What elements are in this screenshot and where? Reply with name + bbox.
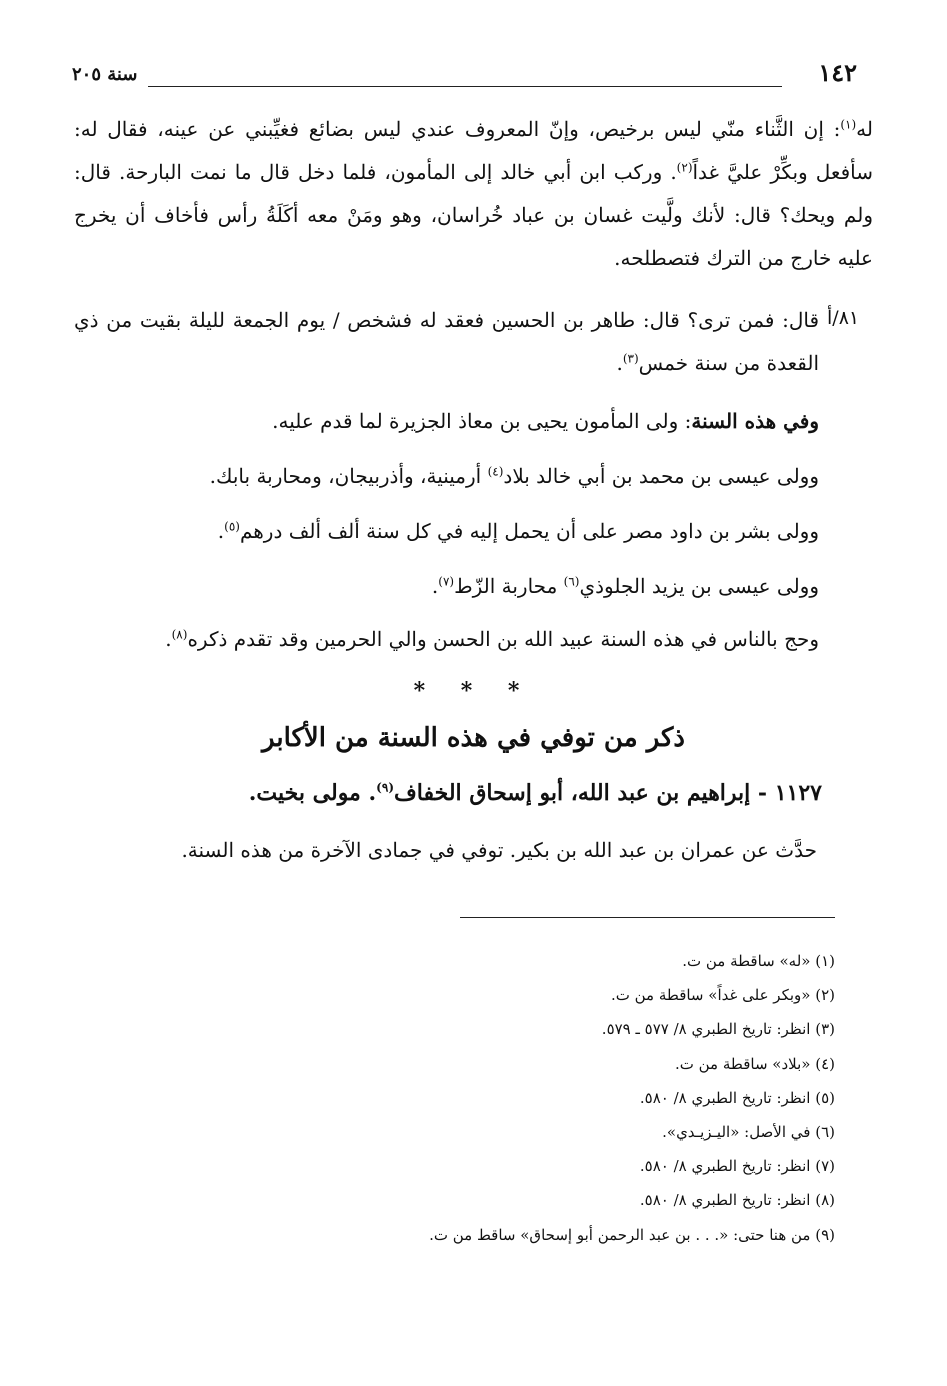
biography-entry-body: حدَّث عن عمران بن عبد الله بن بكير. توفي في جمادى الآخرة من هذه السنة. <box>181 838 817 862</box>
margin-folio-ref: ٨١/أ <box>827 307 860 329</box>
footnote: (٤) «بلاد» ساقطة من ت. <box>674 1054 835 1073</box>
footnote-ref[interactable]: (٧) <box>438 574 455 589</box>
footnote-ref[interactable]: (٣) <box>622 351 639 366</box>
text-run: . <box>217 519 225 543</box>
footnote: (٧) انظر: تاريخ الطبري ٨/ ٥٨٠. <box>639 1157 835 1176</box>
text-run: : إن الثَّناء منّي ليس برخيص، وإنّ المعروف عندي ليس بضائع فغيِّبني عن عينه، فقال له: سأفعل وبكِّرْ عليَّ غداً <box>74 117 873 184</box>
footnote: (٣) انظر: تاريخ الطبري ٨/ ٥٧٧ ـ ٥٧٩. <box>601 1020 835 1039</box>
footnote-ref[interactable]: (١) <box>840 117 857 132</box>
footnote-ref[interactable]: (٩) <box>376 780 394 795</box>
footnote-ref[interactable]: (٤) <box>487 464 504 479</box>
footnote-ref[interactable]: (٦) <box>563 574 580 589</box>
section-title: ذكر من توفي في هذه السنة من الأكابر <box>261 723 685 753</box>
lead-phrase: وفي هذه السنة <box>691 409 819 433</box>
text-run: . مولى بخيت. <box>248 780 377 806</box>
paragraph-5 <box>74 510 819 553</box>
running-header-year: سنة ٢٠٥ <box>72 64 138 85</box>
text-run: . وركب ابن أبي خالد إلى المأمون، فلما دخل قال ما نمت البارحة. قال: ولم ويحك؟ قال: لأنك ولَّيت غسان بن عباد خُراسان، وهو ومَنْ معه أكَلَةُ رأس فأخاف أن يخرج عليه خارج من الترك فتصطلحه. <box>74 160 873 270</box>
text-run: وولى عيسى بن يزيد الجلوذي <box>579 574 819 598</box>
text-run: وولى بشر بن داود مصر على أن يحمل إليه في كل سنة ألف ألف درهم <box>239 519 819 543</box>
footnote-ref[interactable]: (٥) <box>224 519 240 534</box>
paragraph-4 <box>74 455 819 498</box>
paragraph-3 <box>74 400 819 443</box>
footnote: (٢) «وبكر على غداً» ساقطة من ت. <box>610 986 835 1005</box>
text-run: أرمينية، وأذربيجان، ومحاربة بابك. <box>209 464 488 488</box>
footnotes-list <box>429 944 835 1252</box>
header-rule <box>148 86 782 87</box>
text-run: وولى عيسى بن محمد بن أبي خالد بلاد <box>503 464 819 488</box>
text-run: له <box>856 117 873 141</box>
footnote: (٦) في الأصل: «اليـزيـدي». <box>662 1123 835 1142</box>
section-divider: * * * <box>413 678 534 704</box>
footnote: (٨) انظر: تاريخ الطبري ٨/ ٥٨٠. <box>639 1191 835 1210</box>
page-number: ١٤٢ <box>818 58 857 87</box>
footnote: (١) «له» ساقطة من ت. <box>682 952 835 970</box>
footnote: (٥) انظر: تاريخ الطبري ٨/ ٥٨٠. <box>639 1088 835 1107</box>
footnote-ref[interactable]: (٨) <box>171 627 188 642</box>
text-run: : ولى المأمون يحيى بن معاذ الجزيرة لما قدم عليه. <box>272 409 692 433</box>
biography-entry-heading <box>249 780 822 806</box>
text-run: . <box>616 351 623 375</box>
paragraph-2 <box>74 299 819 385</box>
text-run: قال: فمن ترى؟ قال: طاهر بن الحسين فعقد له فشخص / يوم الجمعة لليلة بقيت من ذي القعدة من سنة خمس <box>74 308 819 375</box>
text-run: محاربة الزّط <box>454 574 564 598</box>
footnote-rule <box>460 917 835 918</box>
text-run: . <box>165 627 172 651</box>
footnote: (٩) من هنا حتى: «. . . بن عبد الرحمن أبو إسحاق» ساقط من ت. <box>429 1225 835 1244</box>
text-run: وحج بالناس في هذه السنة عبيد الله بن الحسن والي الحرمين وقد تقدم ذكره <box>187 627 819 651</box>
paragraph-6 <box>74 565 819 608</box>
text-run: . <box>431 574 439 598</box>
paragraph-1 <box>74 108 873 280</box>
text-run: ١١٢٧ - إبراهيم بن عبد الله، أبو إسحاق الخفاف <box>394 780 822 806</box>
paragraph-7 <box>74 618 819 661</box>
footnote-ref[interactable]: (٢) <box>676 160 693 175</box>
